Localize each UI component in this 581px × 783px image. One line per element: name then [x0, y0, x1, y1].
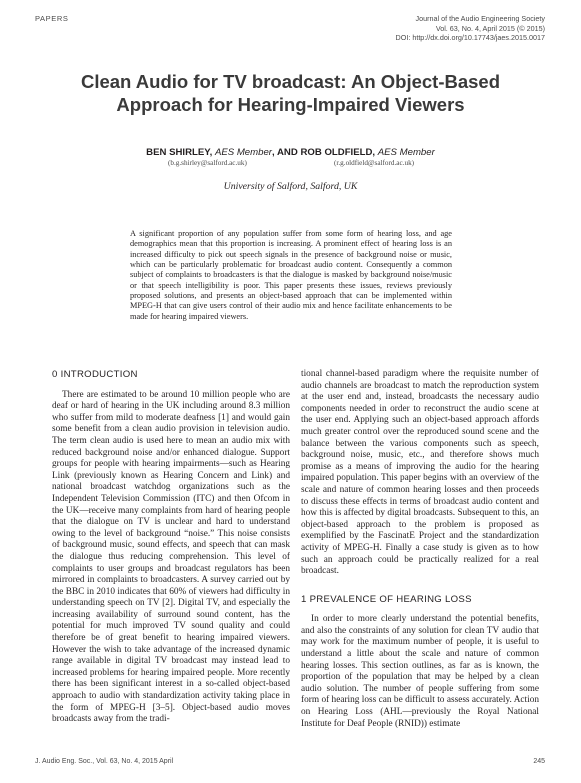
journal-doi[interactable]: DOI: http://dx.doi.org/10.17743/jaes.2015.0017: [395, 33, 545, 42]
author-2-name: ROB OLDFIELD,: [300, 147, 376, 158]
author-separator: , AND: [272, 147, 298, 158]
abstract: A significant proportion of any population suffer from some form of hearing loss, and age demographics mean that this proportion is increasing. A prominent effect of hearing loss is an increased difficulty to pick out speech signals in the presence of background noise or music, which can be particularly problematic for broadcast audio content. Consequently a common subject of complaints to broadcasters is that the dialogue is masked by background noise/music or that speech intelligibility is poor. This paper presents these issues, reviews previously proposed solutions, and presents an object-based approach that can be implemented within MPEG-H that can give users control of their audio mix and hence facilitate enhancements to be made for hearing impaired viewers.: [130, 229, 452, 321]
title-line-2: Approach for Hearing-Impaired Viewers: [116, 94, 465, 115]
journal-name: Journal of the Audio Engineering Society: [415, 14, 545, 23]
journal-volume: Vol. 63, No. 4, April 2015 (© 2015): [435, 23, 545, 33]
author-1-role: AES Member: [214, 147, 273, 158]
journal-info: [396, 14, 545, 43]
left-column: [52, 369, 290, 726]
affiliation: University of Salford, Salford, UK: [223, 181, 358, 192]
author-1-name: BEN SHIRLEY,: [146, 147, 213, 158]
author-1-email[interactable]: (b.g.shirley@salford.ac.uk): [168, 159, 247, 167]
author-line: [0, 147, 581, 158]
author-2-email[interactable]: (r.g.oldfield@salford.ac.uk): [334, 159, 415, 167]
intro-paragraph-continued: tional channel-based paradigm where the requisite number of audio channels are broadcast to match the reproduction system at the user end and, instead, broadcasts the necessary audio components needed in order to reconstruct the audio scene at the user end. Applying such an object-based approach affords much greater control over the reproduced sound scene and the balance between the various components such as speech, background noise, music, etc., and therefore shows much promise as a means of improving the audio for the hearing impaired population. This paper begins with an overview of the scale and nature of common hearing losses and then proceeds to discuss these effects in terms of broadcast audio content and how this is affected by digital broadcasts. Subsequent to this, an object-based approach to the problem is proposed as exemplified by the FascinatE Project and the standardization activity of MPEG-H. Finally a case study is given as to how such an approach could be practically realized for a real broadcast.: [301, 369, 539, 577]
prevalence-paragraph-1: In order to more clearly understand the potential benefits, and also the constraints of any solution for clean TV audio that may work for the maximum number of people, it is useful to understand a little about the scale and nature of common hearing losses. This section outlines, as far as is known, the proportion of the population that may be helped by a clean audio solution. The number of people suffering from some form of hearing loss can be difficult to assess accurately. Action on Hearing Loss (AHL—previously the Royal National Institute for Deaf People (RNID)) estimate: [301, 614, 539, 729]
title-line-1: Clean Audio for TV broadcast: An Object-Based: [80, 71, 501, 92]
page-number: 245: [533, 758, 545, 765]
right-column: [301, 369, 539, 730]
section-heading-introduction: 0 INTRODUCTION: [52, 369, 138, 380]
footer-citation: J. Audio Eng. Soc., Vol. 63, No. 4, 2015 April: [35, 758, 174, 765]
author-2-role: AES Member: [377, 147, 435, 158]
section-label: PAPERS: [35, 14, 69, 23]
intro-paragraph-1: There are estimated to be around 10 million people who are deaf or hard of hearing in the UK including around 8.3 million who suffer from mild to moderate deafness [1] and would gain some benefit from a clean audio provision in television audio. The term clean audio is used here to mean an audio mix with reduced background noise and/or enhanced dialogue. Support groups for people with hearing impairments—such as Hearing Link (previously known as Hearing Concern and Link) and national broadcast watchdog organizations such as the Independent Television Commission (ITC) and then Ofcom in the UK—receive many complaints from hard of hearing people that the dialogue on TV is unclear and hard to understand owing to the level of background “noise.” This noise consists of background music, sound effects, and speech that can mask the dialogue thus reducing comprehension. This level of complaints to user groups and broadcast regulators has been mirrored in complaints to broadcasters. A survey carried out by the BBC in 2010 indicates that 60% of viewers had difficulty in understanding speech on TV [2]. Digital TV, and especially the increasing availability of surround sound content, has the potential for much improved TV sound quality and could therefore be of great benefit to hearing impaired viewers. However the wish to take advantage of the increased dynamic range available in digital TV broadcast may instead lead to increased problems for hearing impaired people. More recently there has been significant interest in a so-called object-based approach to audio with standardization activity taking place in the form of MPEG-H [3–5]. Object-based audio moves broadcasts away from the tradi-: [52, 389, 290, 725]
section-heading-prevalence: 1 PREVALENCE OF HEARING LOSS: [301, 593, 472, 605]
paper-title: [40, 70, 541, 116]
